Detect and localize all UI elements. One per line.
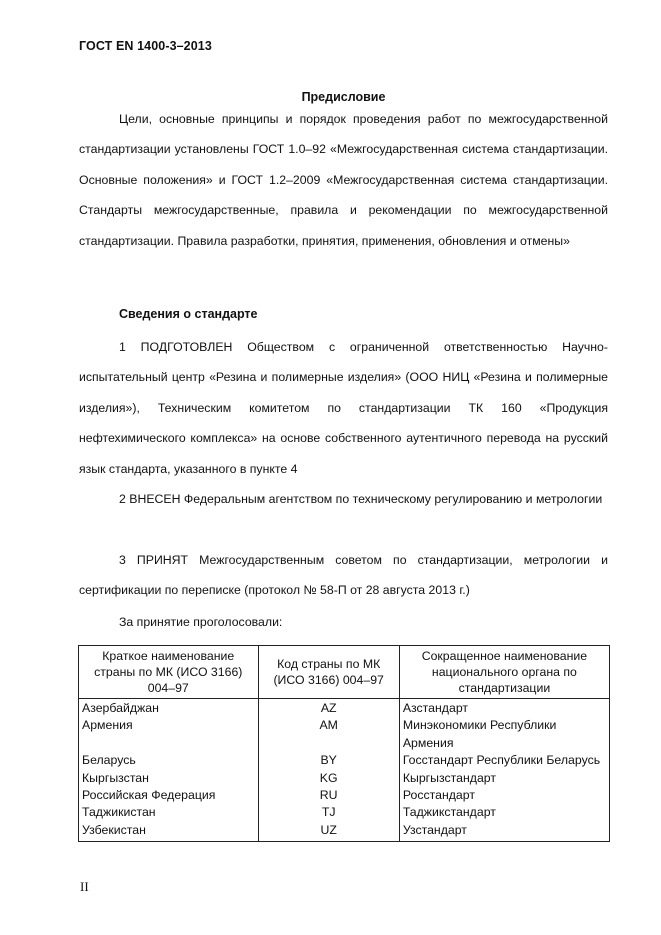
country-cell: Таджикистан: [79, 804, 259, 821]
code-cell: AM: [258, 717, 399, 752]
table-row: [79, 752, 610, 769]
code-cell: RU: [258, 787, 399, 804]
table-row: [79, 699, 610, 718]
table-header-row: [79, 646, 610, 699]
table-row: [79, 804, 610, 821]
table-row: [79, 822, 610, 842]
country-cell: Азербайджан: [79, 699, 259, 718]
country-cell: Российская Федерация: [79, 787, 259, 804]
code-cell: BY: [258, 752, 399, 769]
preface-title: Предисловие: [301, 90, 386, 104]
item-submitted: 2 ВНЕСЕН Федеральным агентством по техническому регулированию и метрологии: [119, 492, 603, 506]
national-body-cell: Госстандарт Республики Беларусь: [399, 752, 609, 769]
code-cell: AZ: [258, 699, 399, 718]
preface-paragraph: Цели, основные принципы и порядок проведения работ по межгосударственной стандартизации установлены ГОСТ 1.0–92 «Межгосударственная система стандартизации. Основные положения» и ГОСТ 1.2–2009 «Межгосударственная система стандартизации. Стандарты межгосударственные, правила и рекомендации по межгосударственной стандартизации. Правила разработки, принятия, применения, обновления и отмены»: [79, 112, 608, 248]
country-cell: Армения: [79, 717, 259, 752]
national-body-cell: Таджикстандарт: [399, 804, 609, 821]
national-body-cell: Азстандарт: [399, 699, 609, 718]
national-body-cell: Минэкономики Республики Армения: [399, 717, 609, 752]
page-number: II: [80, 879, 89, 894]
code-cell: UZ: [258, 822, 399, 842]
table-row: [79, 717, 610, 752]
code-cell: KG: [258, 770, 399, 787]
document-header: ГОСТ EN 1400-3–2013: [79, 39, 212, 53]
voted-label: За принятие проголосовали:: [119, 615, 283, 629]
vote-table: [78, 645, 610, 842]
national-body-cell: Кыргызстандарт: [399, 770, 609, 787]
national-body-cell: Росстандарт: [399, 787, 609, 804]
country-cell: Беларусь: [79, 752, 259, 769]
standard-info-title: Сведения о стандарте: [119, 307, 258, 321]
national-body-cell: Узстандарт: [399, 822, 609, 842]
item-prepared: 1 ПОДГОТОВЛЕН Обществом с ограниченной ответственностью Научно-испытательный центр «Резина и полимерные изделия» (ООО НИЦ «Резина и полимерные изделия»), Техническим комитетом по стандартизации ТК 160 «Продукция нефтехимического комплекса» на основе собственного аутентичного перевода на русский язык стандарта, указанного в пункте 4: [79, 340, 608, 476]
table-row: [79, 770, 610, 787]
item-adopted: 3 ПРИНЯТ Межгосударственным советом по стандартизации, метрологии и сертификации по переписке (протокол № 58-П от 28 августа 2013 г.): [79, 553, 608, 598]
header-country: Краткое наименование страны по МК (ИСО 3166) 004–97: [79, 646, 259, 699]
country-cell: Узбекистан: [79, 822, 259, 842]
code-cell: TJ: [258, 804, 399, 821]
table-row: [79, 787, 610, 804]
header-code: Код страны по МК (ИСО 3166) 004–97: [258, 646, 399, 699]
country-cell: Кыргызстан: [79, 770, 259, 787]
header-national-body: Сокращенное наименование национального органа по стандартизации: [399, 646, 609, 699]
